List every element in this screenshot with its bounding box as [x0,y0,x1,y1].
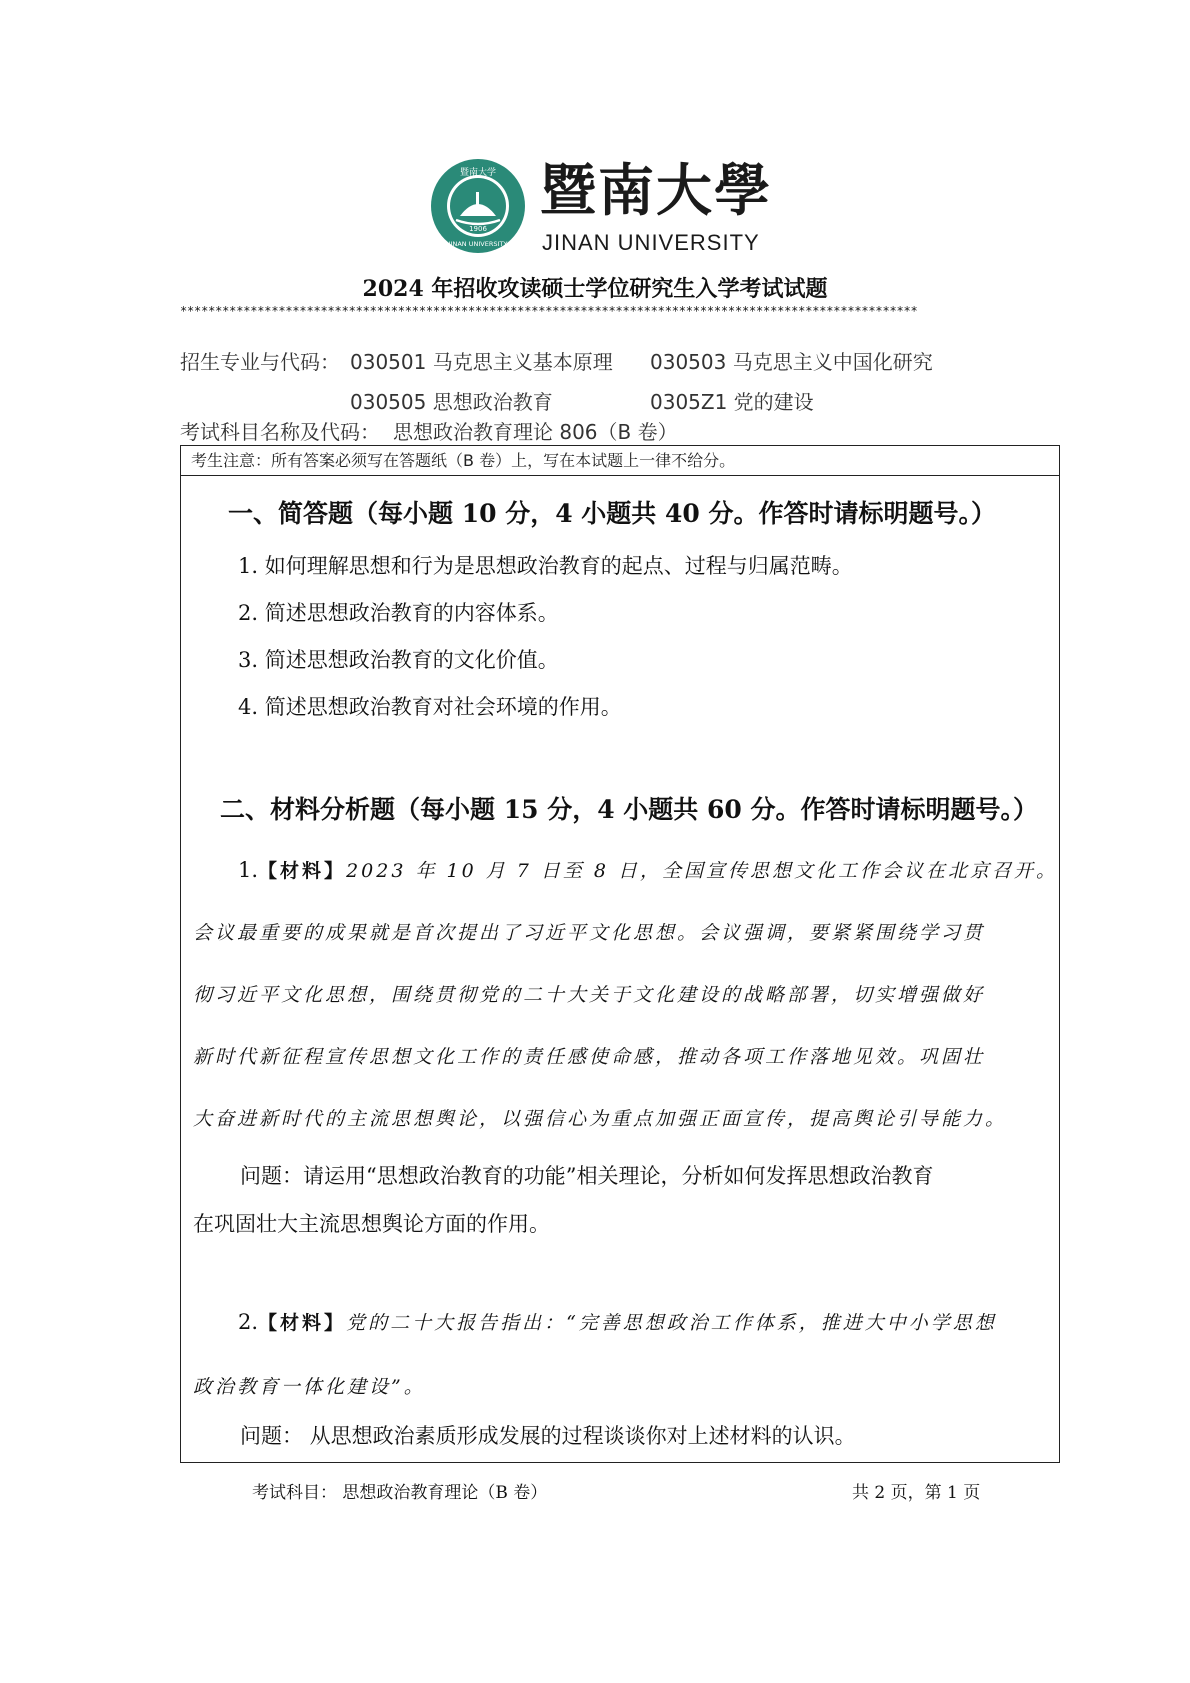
university-name-en: JINAN UNIVERSITY [542,230,760,255]
s1-question-1: 1. 如何理解思想和行为是思想政治教育的起点、过程与归属范畴。 [238,554,853,578]
university-logo [430,158,772,260]
subject-label: 考试科目名称及代码： [180,420,380,444]
s2-q2-number: 2. [238,1310,259,1334]
major-1: 030501 马克思主义基本原理 [350,350,613,374]
footer-subject: 考试科目： 思想政治教育理论（B 卷） [252,1483,548,1503]
s2-q1-line-2: 会议最重要的成果就是首次提出了习近平文化思想。会议强调，要紧紧围绕学习贯 [193,922,986,944]
major-3: 030505 思想政治教育 [350,390,553,414]
svg-text:1906: 1906 [469,225,487,233]
major-label: 招生专业与代码： [180,350,340,374]
s2-q1-question-line-2: 在巩固壮大主流思想舆论方面的作用。 [193,1212,550,1236]
university-name-cn: 暨南大學 [540,158,772,224]
s2-q1-number: 1. [238,858,259,882]
university-seal [430,158,526,254]
footer-page-count: 共 2 页，第 1 页 [852,1483,981,1503]
s2-q2-line-1 [238,1308,997,1335]
s1-question-3: 3. 简述思想政治教育的文化价值。 [238,648,559,672]
exam-title: 2024 年招收攻读硕士学位研究生入学考试试题 [362,276,828,302]
svg-text:暨南大学: 暨南大学 [459,168,497,178]
svg-text:JINAN UNIVERSITY: JINAN UNIVERSITY [448,240,508,248]
major-4: 0305Z1 党的建设 [650,390,814,414]
s2-q2-question: 问题： 从思想政治素质形成发展的过程谈谈你对上述材料的认识。 [240,1424,856,1448]
subject-value: 思想政治教育理论 806（B 卷） [393,420,678,444]
s2-q1-line-1 [238,856,1058,883]
separator-line: ********************************************************************************************************* [180,304,918,318]
s2-q1-material-text-1: 2023 年 10 月 7 日至 8 日，全国宣传思想文化工作会议在北京召开。 [346,860,1059,882]
s1-question-2: 2. 简述思想政治教育的内容体系。 [238,601,559,625]
s1-question-4: 4. 简述思想政治教育对社会环境的作用。 [238,695,622,719]
s2-q2-material-tag: 【材料】 [258,1312,347,1334]
s2-q1-material-tag: 【材料】 [258,860,347,882]
s2-q1-line-5: 大奋进新时代的主流思想舆论，以强信心为重点加强正面宣传，提高舆论引导能力。 [193,1108,1008,1130]
candidate-notice: 考生注意：所有答案必须写在答题纸（B 卷）上，写在本试题上一律不给分。 [181,446,1059,476]
s2-q1-line-3: 彻习近平文化思想，围绕贯彻党的二十大关于文化建设的战略部署，切实增强做好 [193,984,986,1006]
major-2: 030503 马克思主义中国化研究 [650,350,933,374]
s2-q2-line-2: 政治教育一体化建设”。 [193,1376,426,1398]
section-2-title: 二、材料分析题（每小题 15 分，4 小题共 60 分。作答时请标明题号。） [220,795,1038,824]
s2-q1-line-4: 新时代新征程宣传思想文化工作的责任感使命感，推动各项工作落地见效。巩固壮 [193,1046,986,1068]
s2-q2-material-text-1: 党的二十大报告指出：“完善思想政治工作体系，推进大中小学思想 [346,1312,997,1334]
section-1-title: 一、简答题（每小题 10 分，4 小题共 40 分。作答时请标明题号。） [228,499,996,528]
s2-q1-question-line-1: 问题：请运用“思想政治教育的功能”相关理论，分析如何发挥思想政治教育 [240,1164,934,1188]
